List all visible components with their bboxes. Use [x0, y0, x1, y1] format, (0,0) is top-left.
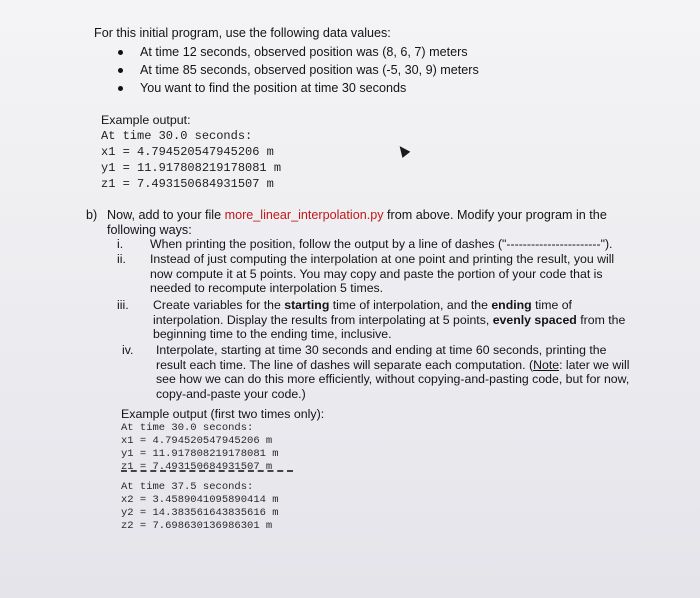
filename-link: more_linear_interpolation.py [224, 208, 384, 222]
example2-line: z2 = 7.698630136986301 m [121, 520, 273, 532]
example1-line: y1 = 11.917808219178081 m [101, 161, 282, 175]
example1-line: At time 30.0 seconds: [101, 129, 253, 143]
bullet-icon [118, 50, 123, 55]
mouse-pointer-icon [396, 143, 411, 158]
example-output-2-label: Example output (first two times only): [121, 407, 325, 421]
example2-line: y1 = 11.917808219178081 m [121, 448, 279, 460]
bullet-icon [118, 86, 123, 91]
list-item: At time 85 seconds, observed position was (-5, 30, 9) meters [118, 63, 479, 81]
bullet-icon [118, 68, 123, 73]
intro-text: For this initial program, use the following data values: [94, 26, 391, 40]
example1-line: z1 = 7.493150684931507 m [101, 177, 274, 191]
document-page: For this initial program, use the following data values: At time 12 seconds, observed position was (8, 6, 7) meters At time 85 seconds, observed position was (-5, 30, 9) meters You want to find the position at time 30 seconds Example output: At time 30.0 seconds: x1 = 4.794520547945206 m y1 = 11.917808219178081 m z1 = 7.493150684931507 m b) Now, add to your file more_linear_interpolation.py from above. Modify your program in the following ways: i. When printing the position, follow the output by a line of dashes ("-----------------------"). ii. Instead of just computing the interpolation at one point and printing the result, you will now compute it at 5 points. You may copy and paste the portion of your code that is needed to recompute interpolation 5 times. iii. Create variables for the starting time of interpolation, and the ending time of interpolation. Display the results from interpolating at 5 points, evenly spaced from the beginning time to the ending time, inclusive. iv. Interpolate, starting at time 30 seconds and ending at time 60 seconds, printing the result each time. The line of dashes will separate each computation. (Note: later we will see how we can do this more efficiently, without copying-and-pasting code, but for now, copy-and-paste your code.) Example output (first two times only): At time 30.0 seconds: x1 = 4.794520547945206 m y1 = 11.917808219178081 m z1 = 7.493150684931507 m At time 37.5 seconds: x2 = 3.4589041095890414 m y2 = 14.383561643835616 m z2 = 7.698630136986301 m [86, 26, 630, 532]
example2-line: At time 37.5 seconds: [121, 481, 254, 493]
data-values-list [118, 45, 479, 99]
list-item: You want to find the position at time 30 seconds [118, 81, 479, 99]
example2-line: At time 30.0 seconds: [121, 422, 254, 434]
part-b-intro-line-2: following ways: [107, 223, 192, 237]
example2-line: y2 = 14.383561643835616 m [121, 507, 279, 519]
part-b-intro-line: Now, add to your file more_linear_interpolation.py from above. Modify your program in the [107, 208, 607, 222]
part-b-marker: b) [86, 208, 98, 222]
example1-line: x1 = 4.794520547945206 m [101, 145, 274, 159]
dash-separator-line [121, 470, 293, 472]
example2-line: z1 = 7.493150684931507 m [121, 461, 273, 473]
list-item: At time 12 seconds, observed position was (8, 6, 7) meters [118, 45, 479, 63]
example-output-label: Example output: [101, 113, 191, 127]
example2-line: x2 = 3.4589041095890414 m [121, 494, 279, 506]
example2-line: x1 = 4.794520547945206 m [121, 435, 273, 447]
